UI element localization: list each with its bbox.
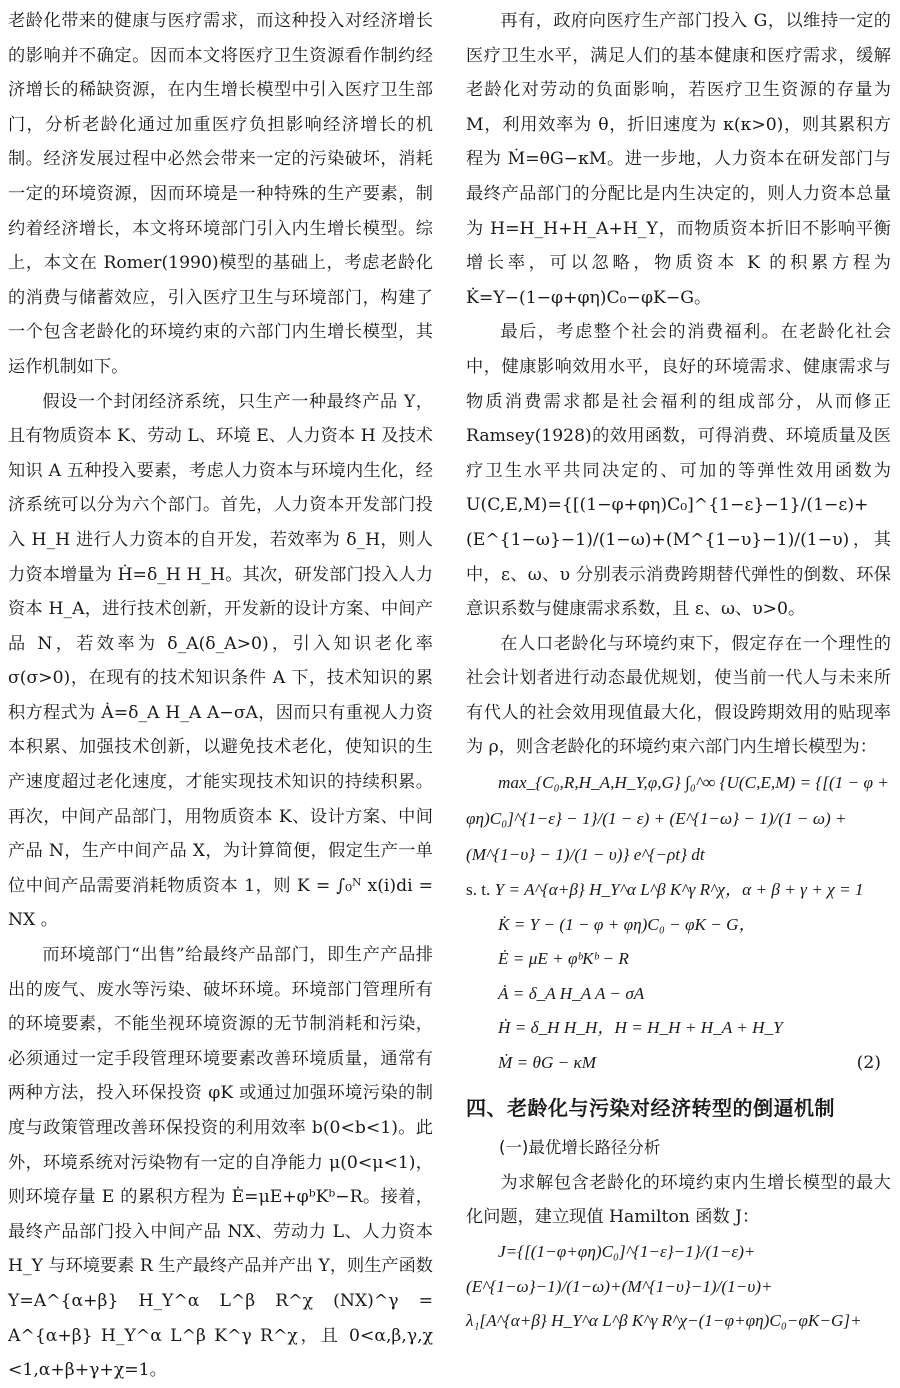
constraint-line [466, 873, 891, 908]
left-column [8, 4, 433, 1388]
right-paragraph-2: 最后，考虑整个社会的消费福利。在老龄化社会中，健康影响效用水平，良好的环境需求、健康需求与物质消费需求都是社会福利的组成部分，从而修正 Ramsey(1928)的效用函数，可得消费、环境质量及医疗卫生水平共同决定的、可加的等弹性效用函数为 U(C,E,M)={[(1−φ+φη)C₀]^{1−ε}−1}/(1−ε)+(E^{1−ω}−1)/(1−ω)+(M^{1−υ}−1)/(1−υ)，其中，ε、ω、υ 分别表示消费跨期替代弹性的倒数、环保意识系数与健康需求系数，且 ε、ω、υ>0。 [466, 322, 891, 620]
section-title: 四、老龄化与污染对经济转型的倒逼机制 [466, 1095, 835, 1120]
hamilton-equation [466, 1235, 891, 1339]
model-line: φη)C₀]^{1−ε} − 1}/(1 − ε) + (E^{1−ω} − 1)/(1 − ω) + [466, 809, 847, 829]
model-line: max_{C₀,R,H_A,H_Y,φ,G} ∫₀^∞ {U(C,E,M) = {[(1 − φ + [498, 773, 889, 793]
hamilton-line: J={[(1−φ+φη)C₀]^{1−ε}−1}/(1−ε)+ [498, 1242, 756, 1261]
constraint-line: Ȧ = δ_A H_A A − σA [498, 983, 645, 1003]
constraint-line: Ė = μE + φᵇKᵇ − R [498, 949, 629, 969]
model-line: (M^{1−υ} − 1)/(1 − υ)} e^{−ρt} dt [466, 845, 705, 865]
constraints-label: s. t. [466, 880, 491, 900]
subsection-title: (一)最优增长路径分析 [499, 1138, 661, 1158]
right-paragraph-3: 在人口老龄化与环境约束下，假定存在一个理性的社会计划者进行动态最优规划，使当前一代人与未来所有代人的社会效用现值最大化，假设跨期效用的贴现率为 ρ，则含老龄化的环境约束六部门内生增长模型为： [466, 633, 891, 758]
left-paragraph-3: 而环境部门“出售”给最终产品部门，即生产产品排出的废气、废水等污染、破坏环境。环境部门管理所有的环境要素，不能坐视环境资源的无节制消耗和污染，必须通过一定手段管理环境要素改善环境质量，通常有两种方法，投入环保投资 φK 或通过加强环境污染的制度与政策管理改善环保投资的利用效率 b(0<b<1)。此外，环境系统对污染物有一定的自净能力 μ(0<μ<1)，则环境存量 E 的累积方程为 Ė=μE+φᵇKᵇ−R。接着，最终产品部门投入中间产品 NX、劳动力 L、人力资本 H_Y 与环境要素 R 生产最终产品并产出 Y，则生产函数 Y=A^{α+β} H_Y^α L^β R^χ (NX)^γ = A^{α+β} H_Y^α L^β K^γ R^χ，且 0<α,β,γ,χ <1,α+β+γ+χ=1。 [8, 945, 433, 1381]
right-paragraph-4: 为求解包含老龄化的环境约束内生增长模型的最大化问题，建立现值 Hamilton 函数 J： [466, 1172, 891, 1228]
constraint-line: K̇ = Y − (1 − φ + φη)C₀ − φK − G， [498, 914, 756, 934]
hamilton-line: λ₁[A^{α+β} H_Y^α L^β K^γ R^χ−(1−φ+φη)C₀−φK−G]+ [466, 1311, 862, 1331]
constraint-line: Ḣ = δ_H H_H，H = H_H + H_A + H_Y [498, 1018, 783, 1038]
left-paragraph-2: 假设一个封闭经济系统，只生产一种最终产品 Y，且有物质资本 K、劳动 L、环境 E、人力资本 H 及技术知识 A 五种投入要素，考虑人力资本与环境内生化，经济系统可以分为六个部门。首先，人力资本开发部门投入 H_H 进行人力资本的自开发，若效率为 δ_H，则人力资本增量为 Ḣ=δ_H H_H。其次，研发部门投入人力资本 H_A，进行技术创新，开发新的设计方案、中间产品 N，若效率为 δ_A(δ_A>0)，引入知识老化率 σ(σ>0)，在现有的技术知识条件 A 下，技术知识的累积方程式为 Ȧ=δ_A H_A A−σA，因而只有重视人力资本积累、加强技术创新，以避免技术老化，使知识的生产速度超过老化速度，才能实现技术知识的持续积累。再次，中间产品部门，用物质资本 K、设计方案、中间产品 N，生产中间产品 X，为计算简便，假定生产一单位中间产品需要消耗物质资本 1，则 K = ∫₀ᴺ x(i)di = NX 。 [8, 391, 433, 931]
model-equation [466, 765, 891, 873]
right-paragraph-1: 再有，政府向医疗生产部门投入 G，以维持一定的医疗卫生水平，满足人们的基本健康和医疗需求，缓解老龄化对劳动的负面影响，若医疗卫生资源的存量为 M，利用效率为 θ，折旧速度为 κ(κ>0)，则其累积方程为 Ṁ=θG−κM。进一步地，人力资本在研发部门与最终产品部门的分配比是内生决定的，则人力资本总量为 H=H_H+H_A+H_Y，而物质资本折旧不影响平衡增长率，可以忽略，物质资本 K 的积累方程为 K̇=Y−(1−φ+φη)C₀−φK−G。 [466, 11, 891, 308]
right-column [466, 4, 891, 1339]
constraints-block [466, 873, 891, 1081]
constraint-line: Ṁ = θG − κM [498, 1053, 597, 1073]
constraint-text: Y = A^{α+β} H_Y^α L^β K^γ R^χ，α + β + γ + χ = 1 [494, 880, 864, 900]
constraint-row-last [466, 1046, 891, 1081]
left-paragraph-1: 老龄化带来的健康与医疗需求，而这种投入对经济增长的影响并不确定。因而本文将医疗卫生资源看作制约经济增长的稀缺资源，在内生增长模型中引入医疗卫生部门，分析老龄化通过加重医疗负担影响经济增长的机制。经济发展过程中必然会带来一定的污染破坏，消耗一定的环境资源，因而环境是一种特殊的生产要素，制约着经济增长，本文将环境部门引入内生增长模型。综上，本文在 Romer(1990)模型的基础上，考虑老龄化的消费与储蓄效应，引入医疗卫生与环境部门，构建了一个包含老龄化的环境约束的六部门内生增长模型，其运作机制如下。 [8, 11, 433, 377]
hamilton-line: (E^{1−ω}−1)/(1−ω)+(M^{1−υ}−1)/(1−υ)+ [466, 1276, 773, 1296]
equation-number: (2) [856, 1053, 881, 1074]
